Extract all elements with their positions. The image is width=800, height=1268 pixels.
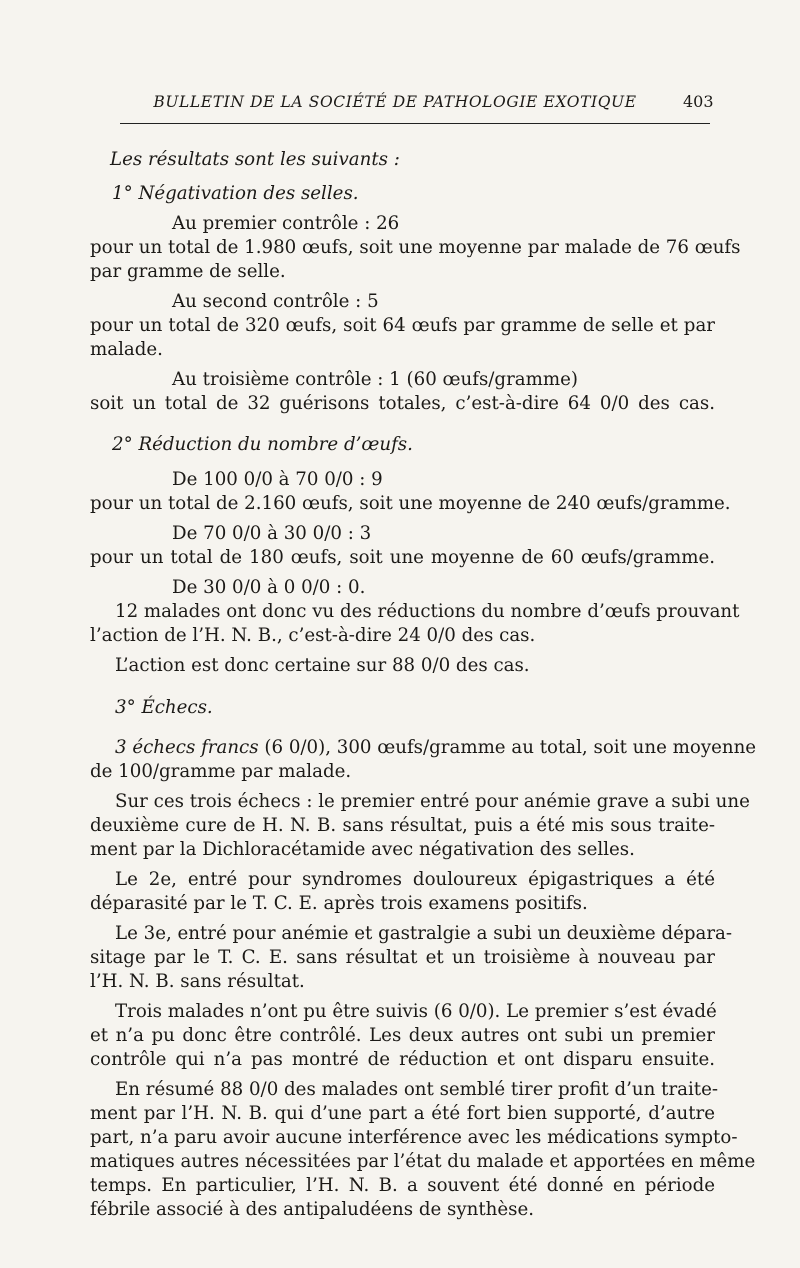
paragraph-line: pour un total de 180 œufs, soit une moyenne de 60 œufs/gramme. <box>90 547 715 568</box>
paragraph-line: malade. <box>90 339 163 360</box>
paragraph-line: Le 2e, entré pour syndromes douloureux épigastriques a été <box>115 869 715 890</box>
paragraph-line: par gramme de selle. <box>90 261 286 282</box>
paragraph-line: Au troisième contrôle : 1 (60 œufs/gramme) <box>172 369 578 390</box>
paragraph-line: Sur ces trois échecs : le premier entré pour anémie grave a subi une <box>115 791 750 812</box>
paragraph-line: de 100/gramme par malade. <box>90 761 352 782</box>
paragraph-line: De 70 0/0 à 30 0/0 : 3 <box>172 523 372 544</box>
paragraph-line: deuxième cure de H. N. B. sans résultat, puis a été mis sous traite- <box>90 815 715 836</box>
paragraph-line: De 30 0/0 à 0 0/0 : 0. <box>172 577 366 598</box>
section-heading-negativation: 1° Négativation des selles. <box>112 183 359 204</box>
paragraph-line: sitage par le T. C. E. sans résultat et un troisième à nouveau par <box>90 947 715 968</box>
paragraph-line: ment par l’H. N. B. qui d’une part a été fort bien supporté, d’autre <box>90 1103 715 1124</box>
failures-emphasis: 3 échecs francs <box>115 737 259 758</box>
paragraph-line: pour un total de 2.160 œufs, soit une moyenne de 240 œufs/gramme. <box>90 493 731 514</box>
paragraph-line: temps. En particulier, l’H. N. B. a souvent été donné en période <box>90 1175 715 1196</box>
paragraph-line: En résumé 88 0/0 des malades ont semblé tirer profit d’un traite- <box>115 1079 719 1100</box>
paragraph-line: Au premier contrôle : 26 <box>172 213 400 234</box>
paragraph-line: pour un total de 320 œufs, soit 64 œufs par gramme de selle et par <box>90 315 715 336</box>
paragraph-line: soit un total de 32 guérisons totales, c’est-à-dire 64 0/0 des cas. <box>90 393 715 414</box>
paragraph-line: part, n’a paru avoir aucune interférence avec les médications sympto- <box>90 1127 738 1148</box>
paragraph-line <box>115 736 757 760</box>
paragraph-line: De 100 0/0 à 70 0/0 : 9 <box>172 469 383 490</box>
section-heading-reduction: 2° Réduction du nombre d’œufs. <box>112 434 413 455</box>
paragraph-line: l’action de l’H. N. B., c’est-à-dire 24 0/0 des cas. <box>90 625 536 646</box>
paragraph-line: l’H. N. B. sans résultat. <box>90 971 305 992</box>
paragraph-line: fébrile associé à des antipaludéens de synthèse. <box>90 1199 535 1220</box>
failures-detail: (6 0/0), 300 œufs/gramme au total, soit une moyenne <box>258 737 757 758</box>
paragraph-line: contrôle qui n’a pas montré de réduction et ont disparu ensuite. <box>90 1049 715 1070</box>
paragraph-line: déparasité par le T. C. E. après trois examens positifs. <box>90 893 588 914</box>
paragraph-line: pour un total de 1.980 œufs, soit une moyenne par malade de 76 œufs <box>90 237 741 258</box>
page-number: 403 <box>683 92 714 111</box>
header-rule <box>120 123 710 124</box>
paragraph-line: Trois malades n’ont pu être suivis (6 0/0). Le premier s’est évadé <box>115 1001 717 1022</box>
paragraph-line: Au second contrôle : 5 <box>172 291 379 312</box>
paragraph-line: et n’a pu donc être contrôlé. Les deux autres ont subi un premier <box>90 1025 715 1046</box>
paragraph-line: ment par la Dichloracétamide avec négativation des selles. <box>90 839 635 860</box>
paragraph-line: matiques autres nécessitées par l’état du malade et apportées en même <box>90 1151 756 1172</box>
running-header-title: BULLETIN DE LA SOCIÉTÉ DE PATHOLOGIE EXOTIQUE <box>153 93 637 111</box>
results-intro: Les résultats sont les suivants : <box>110 149 400 170</box>
paragraph-line: L’action est donc certaine sur 88 0/0 des cas. <box>115 655 530 676</box>
section-heading-echecs: 3° Échecs. <box>115 697 213 718</box>
paragraph-line: Le 3e, entré pour anémie et gastralgie a subi un deuxième dépara- <box>115 923 733 944</box>
paragraph-line: 12 malades ont donc vu des réductions du nombre d’œufs prouvant <box>115 601 740 622</box>
